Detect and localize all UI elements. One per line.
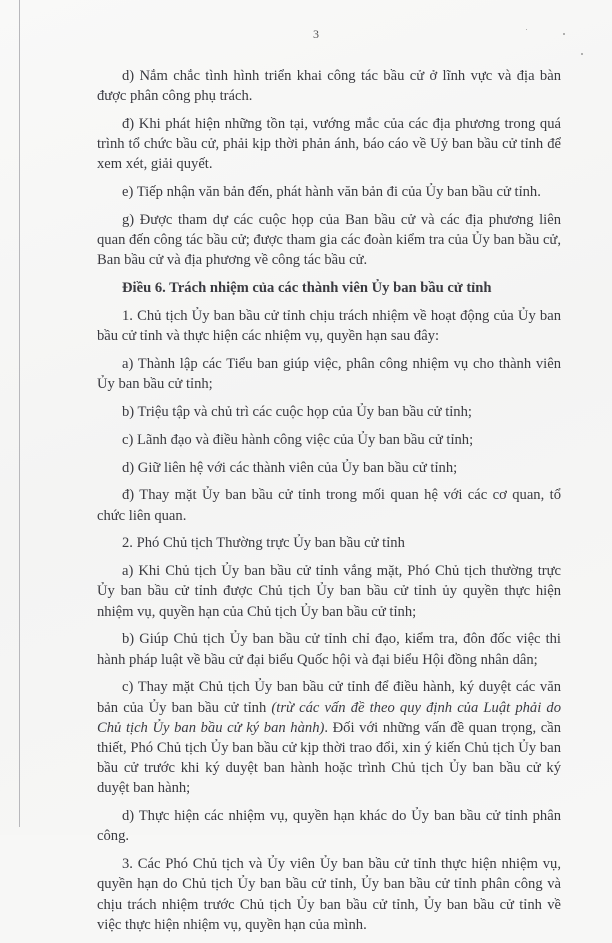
paragraph: d) Nắm chắc tình hình triển khai công tác bầu cử ở lĩnh vực và địa bàn được phân công phụ trách. (97, 68, 561, 105)
italic-note: (trừ các vấn đề theo quy định của Luật phải do Chủ tịch Ủy ban bầu cử ký ban hành) (97, 699, 562, 736)
text-run: . Đối với những vấn đề quan trọng, cần thiết, Phó Chủ tịch Ủy ban bầu cử kịp thời trao đổi, xin ý kiến Chủ tịch Ủy ban bầu cử trước khi ký duyệt ban hành hoặc trình Chủ tịch Ủy ban bầu cử ký duyệt ban hành; (97, 719, 561, 797)
paragraph: b) Triệu tập và chủ trì các cuộc họp của Ủy ban bầu cử tỉnh; (122, 404, 472, 420)
paragraph: đ) Khi phát hiện những tồn tại, vướng mắc của các địa phương trong quá trình tổ chức bầu cử, phải kịp thời phản ánh, báo cáo về Uỷ ban bầu cử tỉnh để xem xét, giải quyết. (97, 116, 561, 173)
scan-speck (581, 53, 583, 55)
paragraph: d) Thực hiện các nhiệm vụ, quyền hạn khác do Ủy ban bầu cử tỉnh phân công. (97, 808, 561, 845)
paragraph: a) Thành lập các Tiểu ban giúp việc, phân công nhiệm vụ cho thành viên Ủy ban bầu cử tỉnh; (97, 356, 561, 393)
paragraph (97, 677, 561, 798)
paragraph: 3. Các Phó Chủ tịch và Ủy viên Ủy ban bầu cử tỉnh thực hiện nhiệm vụ, quyền hạn do Chủ tịch Ủy ban bầu cử tỉnh, Ủy ban bầu cử tỉnh phân công và chịu trách nhiệm trước Chủ tịch Ủy ban bầu cử tỉnh, Ủy ban bầu cử tỉnh về việc thực hiện nhiệm vụ, quyền hạn của mình. (97, 856, 561, 933)
page-number: 3 (313, 27, 319, 41)
article-heading: Điều 6. Trách nhiệm của các thành viên Ủy ban bầu cử tỉnh (122, 280, 492, 297)
text-run: c) Thay mặt Chủ tịch Ủy ban bầu cử tỉnh để điều hành, ký duyệt các văn bản của Ủy ban bầu cử tỉnh (97, 679, 561, 716)
paragraph: e) Tiếp nhận văn bản đến, phát hành văn bản đi của Ủy ban bầu cử tỉnh. (122, 184, 541, 201)
paragraph: g) Được tham dự các cuộc họp của Ban bầu cử và các địa phương liên quan đến công tác bầu cử; được tham gia các đoàn kiểm tra của Ủy ban bầu cử, Ban bầu cử và địa phương về công tác bầu cử. (97, 212, 561, 269)
paragraph: d) Giữ liên hệ với các thành viên của Ủy ban bầu cử tỉnh; (122, 459, 458, 476)
paragraph: đ) Thay mặt Ủy ban bầu cử tỉnh trong mối quan hệ với các cơ quan, tổ chức liên quan. (97, 487, 561, 524)
paragraph: c) Lãnh đạo và điều hành công việc của Ủy ban bầu cử tỉnh; (122, 431, 474, 448)
scan-margin-line (19, 0, 20, 827)
paragraph: 2. Phó Chủ tịch Thường trực Ủy ban bầu cử tỉnh (122, 535, 405, 552)
paragraph: b) Giúp Chủ tịch Ủy ban bầu cử tỉnh chỉ đạo, kiểm tra, đôn đốc việc thi hành pháp luật về bầu cử đại biểu Quốc hội và đại biểu Hội đồng nhân dân; (97, 631, 561, 668)
paragraph: a) Khi Chủ tịch Ủy ban bầu cử tỉnh vắng mặt, Phó Chủ tịch thường trực Ủy ban bầu cử tỉnh được Chủ tịch Ủy ban bầu cử tỉnh ủy quyền thực hiện nhiệm vụ, quyền hạn của Chủ tịch Ủy ban bầu cử tỉnh; (97, 563, 561, 620)
document-body (97, 66, 561, 943)
paragraph: 1. Chủ tịch Ủy ban bầu cử tỉnh chịu trách nhiệm về hoạt động của Ủy ban bầu cử tỉnh và thực hiện các nhiệm vụ, quyền hạn sau đây: (97, 308, 561, 345)
